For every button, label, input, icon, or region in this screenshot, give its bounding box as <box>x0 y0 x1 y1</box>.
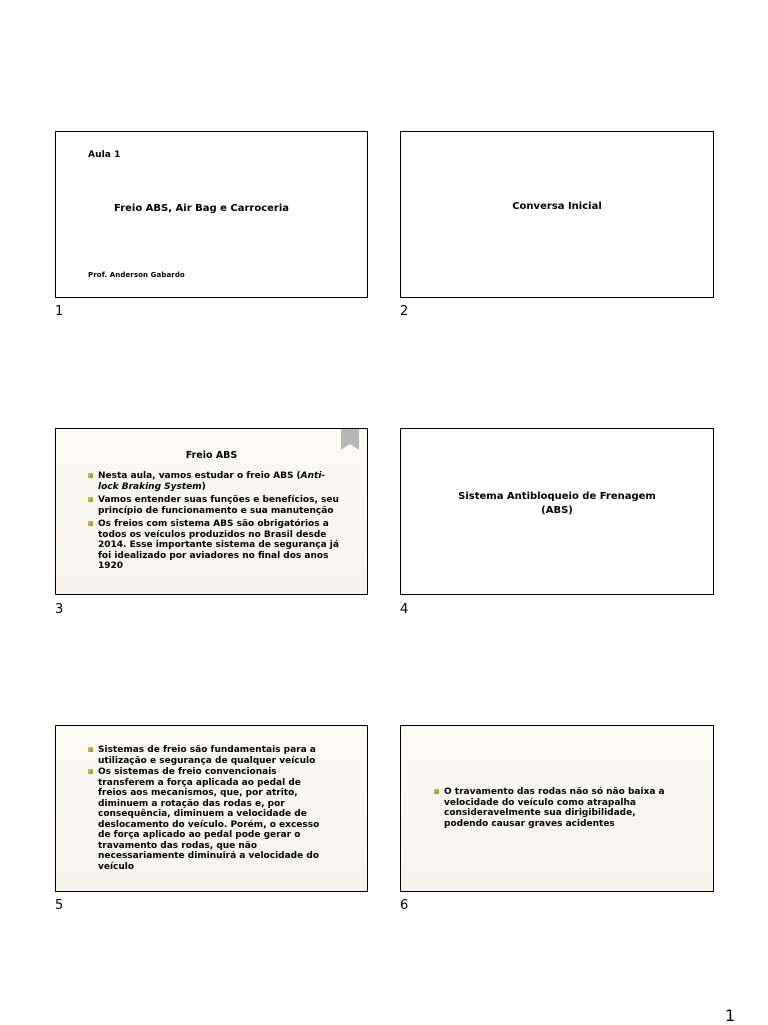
slide-4 <box>400 428 714 595</box>
bullet-icon <box>88 521 93 526</box>
slide-3-number: 3 <box>55 602 64 617</box>
slide-6-number: 6 <box>400 898 409 913</box>
slide-2-number: 2 <box>400 304 409 319</box>
bullet-icon <box>434 789 439 794</box>
slide-3 <box>55 428 368 595</box>
slide-4-number: 4 <box>400 602 409 617</box>
slide-4-title-line1: Sistema Antibloqueio de Frenagem <box>458 491 656 502</box>
slide-1-number: 1 <box>55 304 64 319</box>
slide-6 <box>400 725 714 892</box>
list-item: Os sistemas de freio convencionais transferem a força aplicada ao pedal de freios aos mecanismos, que, por atrito, diminuem a rotação das rodas e, por consequência, diminuem a velocidade de deslocamento do veículo. Porém, o excesso de força aplicado ao pedal pode gerar o travamento das rodas, que não necessariamente diminuirá a velocidade do veículo <box>88 767 328 872</box>
bullet-icon <box>88 747 93 752</box>
slide-1-lesson: Aula 1 <box>88 150 121 160</box>
slide-1-author: Prof. Anderson Gabardo <box>88 271 185 279</box>
bullet-icon <box>88 497 93 502</box>
bookmark-ribbon-icon <box>341 428 359 450</box>
slide-5-number: 5 <box>55 898 64 913</box>
list-item: Os freios com sistema ABS são obrigatórios a todos os veículos produzidos no Brasil desde 2014. Esse importante sistema de segurança já foi idealizado por aviadores no final dos anos 1920 <box>88 519 340 572</box>
slide-1 <box>55 131 368 298</box>
slide-2-title: Conversa Inicial <box>512 201 602 212</box>
bullet-icon <box>88 473 93 478</box>
list-item: O travamento das rodas não só não baixa a velocidade do veículo como atrapalha consideravelmente sua dirigibilidade, podendo causar graves acidentes <box>434 787 674 829</box>
slide-5 <box>55 725 368 892</box>
slide-3-bullets <box>88 471 340 575</box>
page-number: 1 <box>725 1006 736 1025</box>
slide-3-title: Freio ABS <box>185 450 238 461</box>
list-item: Nesta aula, vamos estudar o freio ABS (Anti-lock Braking System) <box>88 471 340 492</box>
slide-4-title-line2: (ABS) <box>541 505 573 516</box>
slide-5-bullets <box>88 745 328 875</box>
slide-6-bullets <box>434 787 674 832</box>
slide-1-title: Freio ABS, Air Bag e Carroceria <box>114 203 290 214</box>
bullet-icon <box>88 769 93 774</box>
list-item: Sistemas de freio são fundamentais para a utilização e segurança de qualquer veículo <box>88 745 328 766</box>
list-item: Vamos entender suas funções e benefícios, seu princípio de funcionamento e sua manutenção <box>88 495 340 516</box>
slide-2 <box>400 131 714 298</box>
